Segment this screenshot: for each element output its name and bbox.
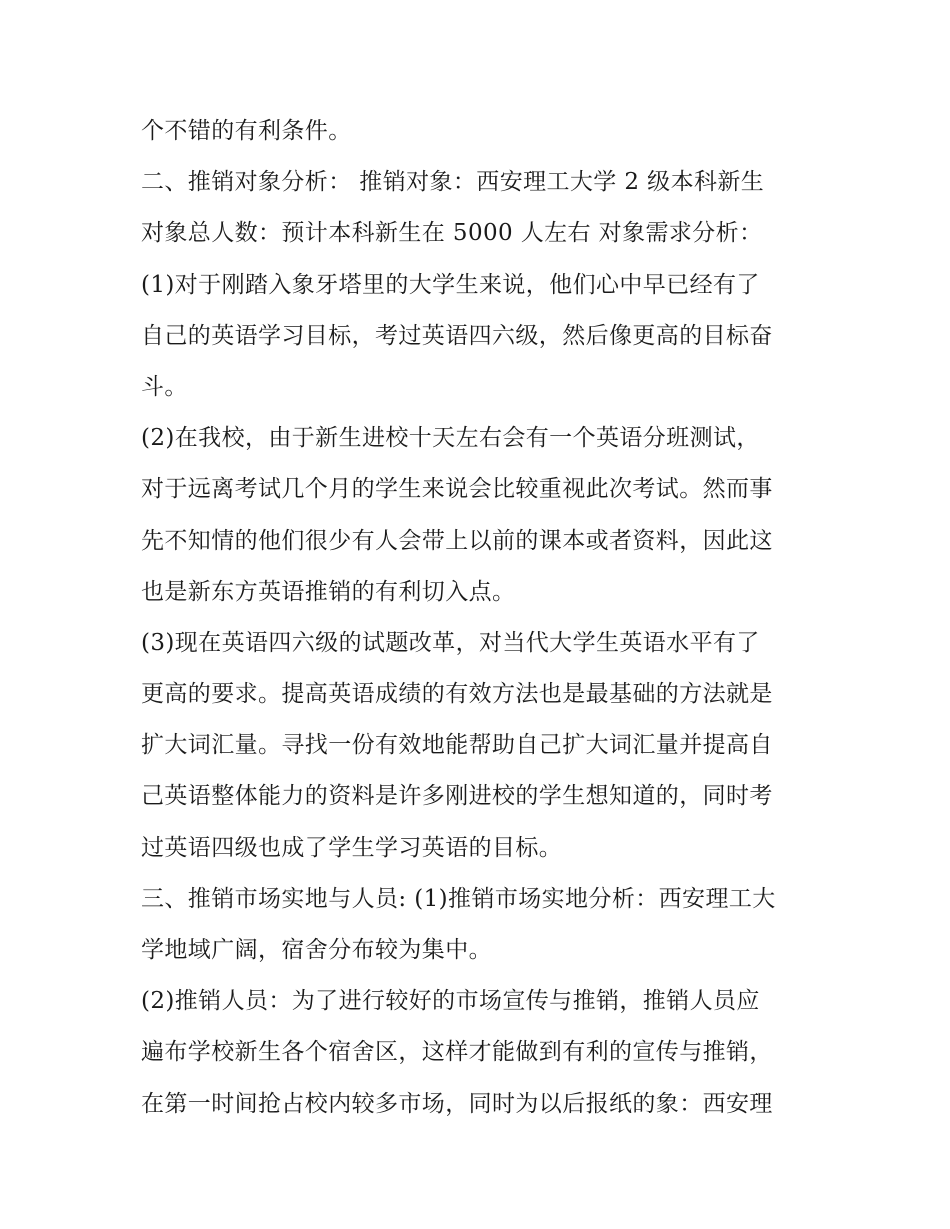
text-line: 扩大词汇量。寻找一份有效地能帮助自己扩大词汇量并提高自 xyxy=(141,732,773,759)
text-line: (2)在我校，由于新生进校十天左右会有一个英语分班测试， xyxy=(141,425,760,452)
text-line: 过英语四级也成了学生学习英语的目标。 xyxy=(141,834,563,861)
text-line: 学地域广阔，宿舍分布较为集中。 xyxy=(141,937,492,963)
text-line: 个不错的有利条件。 xyxy=(141,118,352,144)
body-text xyxy=(141,106,821,1130)
text-line: 三、推销市场实地与人员: (1)推销市场实地分析：西安理工大 xyxy=(141,885,776,912)
text-line: 斗。 xyxy=(141,373,188,400)
text-line: 遍布学校新生各个宿舍区，这样才能做到有利的宣传与推销， xyxy=(141,1039,773,1066)
text-line: 对于远离考试几个月的学生来说会比较重视此次考试。然而事 xyxy=(141,476,773,503)
text-line: 自己的英语学习目标，考过英语四六级，然后像更高的目标奋 xyxy=(141,322,773,349)
text-line: 己英语整体能力的资料是许多刚进校的学生想知道的，同时考 xyxy=(141,783,773,810)
text-line: 在第一时间抢占校内较多市场，同时为以后报纸的象：西安理 xyxy=(141,1090,773,1117)
text-line: 二、推销对象分析： 推销对象：西安理工大学 2 级本科新生 xyxy=(141,169,765,196)
text-line: (1)对于刚踏入象牙塔里的大学生来说，他们心中早已经有了 xyxy=(141,271,760,298)
text-line: (3)现在英语四六级的试题改革，对当代大学生英语水平有了 xyxy=(141,629,760,656)
text-line: 对象总人数：预计本科新生在 5000 人左右 对象需求分析： xyxy=(141,220,763,247)
text-line: 也是新东方英语推销的有利切入点。 xyxy=(141,578,516,605)
text-line: (2)推销人员：为了进行较好的市场宣传与推销，推销人员应 xyxy=(141,988,760,1015)
text-line: 先不知情的他们很少有人会带上以前的课本或者资料，因此这 xyxy=(141,527,773,554)
text-line: 更高的要求。提高英语成绩的有效方法也是最基础的方法就是 xyxy=(141,681,773,708)
